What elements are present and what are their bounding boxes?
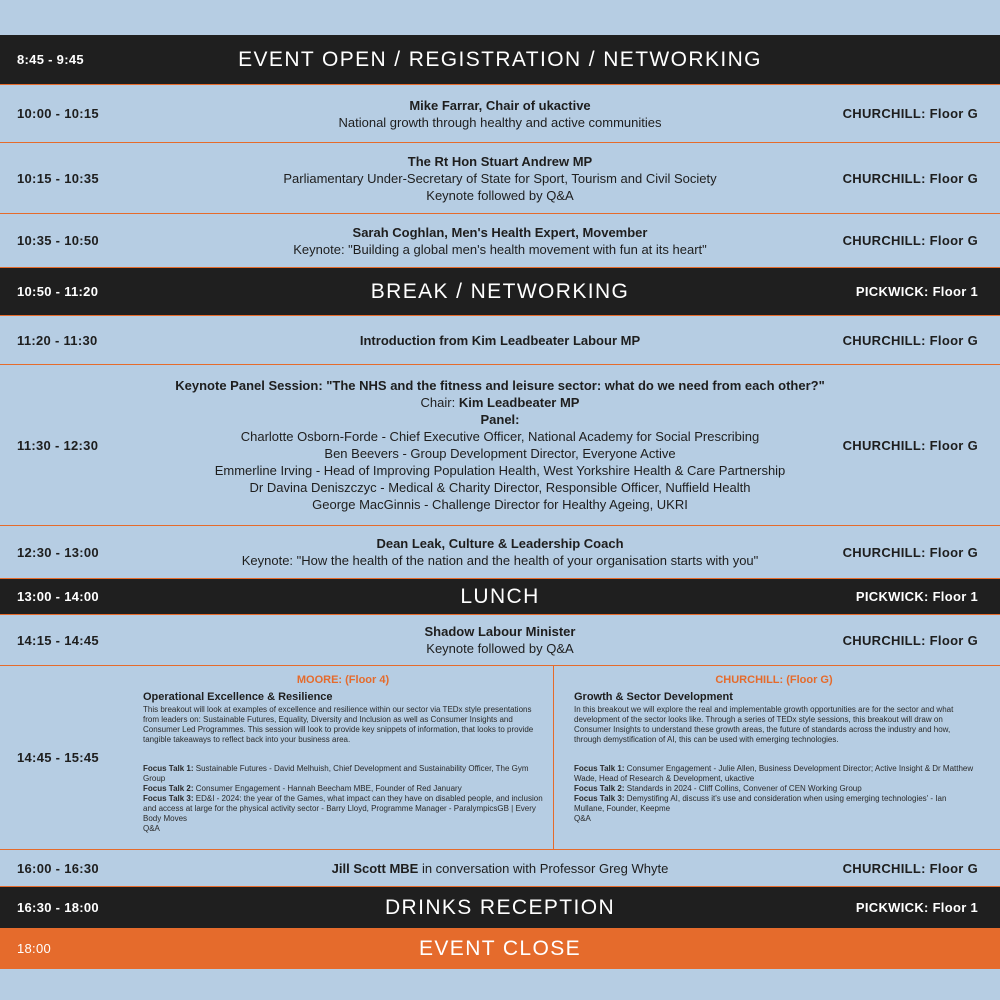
location-label: CHURCHILL: Floor G <box>842 437 978 453</box>
focus-talk <box>143 794 543 824</box>
location-label: CHURCHILL: Floor G <box>842 860 978 876</box>
qa-label: Q&A <box>574 814 591 823</box>
location-label: CHURCHILL: Floor G <box>842 233 978 248</box>
breakout-title: Operational Excellence & Resilience <box>143 691 333 703</box>
location-label: CHURCHILL: Floor G <box>842 332 978 348</box>
breakout-room: CHURCHILL: (Floor G) <box>715 674 833 686</box>
agenda-row-jill-scott <box>0 850 1000 886</box>
focus-talk-label: Focus Talk 2: <box>143 784 194 793</box>
qa-label: Q&A <box>143 824 160 833</box>
speaker-name: Jill Scott MBE <box>331 860 419 876</box>
time-slot: 10:15 - 10:35 <box>17 170 99 186</box>
session-content <box>150 97 850 131</box>
session-description: Keynote: "Building a global men's health movement with fun at its heart" <box>293 241 707 257</box>
agenda-row-breakouts <box>0 666 1000 849</box>
session-title: EVENT CLOSE <box>418 936 582 960</box>
location-label: CHURCHILL: Floor G <box>842 544 978 560</box>
breakout-title: Growth & Sector Development <box>574 691 733 703</box>
panel-heading: Keynote Panel Session: "The NHS and the fitness and leisure sector: what do we need from each other?" <box>175 378 825 393</box>
panelist: George MacGinnis - Challenge Director for Healthy Ageing, UKRI <box>312 497 688 512</box>
speaker-name: Dean Leak, Culture & Leadership Coach <box>376 536 624 551</box>
agenda-row-dean-leak <box>0 526 1000 578</box>
session-content <box>150 535 850 569</box>
time-slot: 10:50 - 11:20 <box>17 284 99 299</box>
agenda-row-sarah-coghlan <box>0 214 1000 267</box>
focus-talk <box>574 784 974 794</box>
time-slot: 18:00 <box>17 941 52 956</box>
focus-talk-text: Consumer Engagement - Julie Allen, Business Development Director; Active Insight & Dr Matthew Wade, Head of Research & Development, ukactive <box>574 764 974 783</box>
panelist: Dr Davina Deniszczyc - Medical & Charity Director, Responsible Officer, Nuffield Health <box>249 480 751 495</box>
breakout-churchill <box>574 666 974 849</box>
panelist: Charlotte Osborn-Forde - Chief Executive Officer, National Academy for Social Prescribing <box>240 429 760 444</box>
focus-talk-label: Focus Talk 3: <box>143 794 194 803</box>
session-title: DRINKS RECEPTION <box>384 895 616 919</box>
agenda-row-break <box>0 268 1000 315</box>
agenda-row-mike-farrar <box>0 85 1000 142</box>
focus-talk-text: Demystifing AI, discuss it's use and consideration when using emerging technologies' - Ian Mullane, Founder, Keepme <box>574 794 947 813</box>
location-label: PICKWICK: Floor 1 <box>855 284 978 299</box>
focus-talk-label: Focus Talk 2: <box>574 784 625 793</box>
location-label: CHURCHILL: Floor G <box>842 170 978 186</box>
agenda-row-keynote-panel <box>0 365 1000 525</box>
focus-talk-text: Sustainable Futures - David Melhuish, Chief Development and Sustainability Officer, The Gym Group <box>143 764 529 783</box>
time-slot: 11:30 - 12:30 <box>17 437 99 453</box>
speaker-name: Introduction from Kim Leadbeater Labour MP <box>359 332 641 348</box>
session-description: in conversation with Professor Greg Whyte <box>418 860 669 876</box>
time-slot: 14:45 - 15:45 <box>17 750 99 765</box>
chair-label: Chair: <box>420 395 456 410</box>
focus-talk <box>574 794 974 814</box>
agenda-row-introduction <box>0 316 1000 364</box>
location-label: CHURCHILL: Floor G <box>842 632 978 648</box>
time-slot: 16:30 - 18:00 <box>17 900 99 915</box>
session-description: National growth through healthy and active communities <box>338 114 662 130</box>
time-slot: 13:00 - 14:00 <box>17 589 99 604</box>
session-content <box>150 153 850 204</box>
time-slot: 14:15 - 14:45 <box>17 632 99 648</box>
agenda-row-event-close <box>0 928 1000 969</box>
location-label: PICKWICK: Floor 1 <box>855 589 978 604</box>
time-slot: 11:20 - 11:30 <box>17 332 98 348</box>
agenda-row-shadow-minister <box>0 615 1000 665</box>
time-slot: 10:00 - 10:15 <box>17 106 99 121</box>
focus-talk-text: Consumer Engagement - Hannah Beecham MBE, Founder of Red January <box>195 784 462 793</box>
time-slot: 12:30 - 13:00 <box>17 544 99 560</box>
location-label: PICKWICK: Floor 1 <box>855 900 978 915</box>
breakout-description: This breakout will look at examples of excellence and resilience within our sector via TEDx style presentations from leaders on: Sustainable Futures, Equality, Diversity and Inclusion as well as Consumer Insights and Consumer Led Programmes. This session will look to provide key snippets of information, that looks to provide tangible takeaways to reflect back into your business area. <box>143 705 534 744</box>
focus-talk <box>143 764 543 784</box>
speaker-name: Sarah Coghlan, Men's Health Expert, Movember <box>352 224 648 240</box>
session-format: Keynote followed by Q&A <box>426 641 574 656</box>
time-slot: 8:45 - 9:45 <box>17 52 84 67</box>
speaker-name: Mike Farrar, Chair of ukactive <box>409 97 591 113</box>
speaker-name: The Rt Hon Stuart Andrew MP <box>407 153 593 169</box>
session-content <box>150 377 850 513</box>
session-content <box>150 860 850 877</box>
location-label: CHURCHILL: Floor G <box>842 106 978 121</box>
agenda-row-registration <box>0 35 1000 84</box>
focus-talk-label: Focus Talk 3: <box>574 794 625 803</box>
focus-talk <box>574 764 974 784</box>
breakout-moore <box>143 666 543 849</box>
speaker-role: Parliamentary Under-Secretary of State for Sport, Tourism and Civil Society <box>283 170 717 186</box>
time-slot: 10:35 - 10:50 <box>17 233 99 248</box>
session-content <box>150 623 850 657</box>
session-description: Keynote: "How the health of the nation and the health of your organisation starts with you" <box>241 553 759 568</box>
session-title: BREAK / NETWORKING <box>370 279 630 303</box>
session-format: Keynote followed by Q&A <box>426 187 574 203</box>
focus-talk-label: Focus Talk 1: <box>143 764 194 773</box>
agenda-row-drinks <box>0 887 1000 928</box>
panel-chair <box>150 394 850 411</box>
speaker-name: Shadow Labour Minister <box>424 624 576 639</box>
session-title: EVENT OPEN / REGISTRATION / NETWORKING <box>238 47 762 71</box>
breakout-description: In this breakout we will explore the real and implementable growth opportunities are for the sector and what development of the sector looks like. Through a series of TEDx style sessions, this breakout will draw on Consumer Insights to understand these growth areas, the future of standards across the industry and how, through demystification of AI, this can be used with emerging technologies. <box>574 705 954 744</box>
focus-talk-text: ED&I - 2024: the year of the Games, what impact can they have on disabled people, and inclusion and access at large for the physical activity sector - Barry Lloyd, Programme Manager - ParalympicsGB | Every Body Moves <box>143 794 543 823</box>
session-title: LUNCH <box>460 584 540 608</box>
panel-label: Panel: <box>480 412 520 427</box>
agenda-row-stuart-andrew <box>0 143 1000 213</box>
breakout-divider <box>553 666 554 849</box>
breakout-room: MOORE: (Floor 4) <box>296 674 390 686</box>
panelist: Ben Beevers - Group Development Director, Everyone Active <box>324 446 676 461</box>
session-content <box>150 332 850 349</box>
session-content <box>150 224 850 258</box>
focus-talk-label: Focus Talk 1: <box>574 764 625 773</box>
focus-talk-text: Standards in 2024 - Cliff Collins, Convener of CEN Working Group <box>626 784 862 793</box>
time-slot: 16:00 - 16:30 <box>17 860 99 876</box>
focus-talk <box>143 784 543 794</box>
panelist: Emmerline Irving - Head of Improving Population Health, West Yorkshire Health & Care Partnership <box>214 463 786 478</box>
chair-name: Kim Leadbeater MP <box>458 395 580 410</box>
agenda-row-lunch <box>0 579 1000 614</box>
